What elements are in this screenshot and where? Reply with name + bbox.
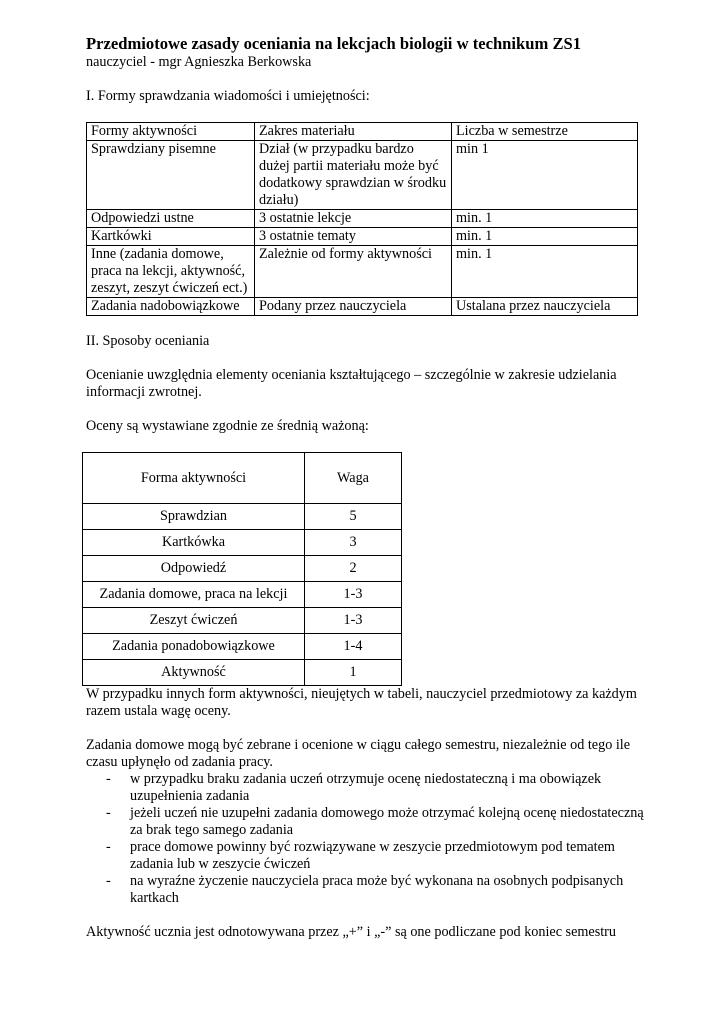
table-row: [87, 210, 638, 228]
table-row: [83, 530, 402, 556]
table-cell: Zeszyt ćwiczeń: [83, 608, 305, 634]
table-cell: Zadania domowe, praca na lekcji: [83, 582, 305, 608]
table-cell: Zadania nadobowiązkowe: [87, 298, 255, 316]
table-cell: min 1: [452, 141, 638, 210]
table-cell: min. 1: [452, 210, 638, 228]
table-cell: 5: [305, 504, 402, 530]
document-title: Przedmiotowe zasady oceniania na lekcjach biologii w technikum ZS1: [86, 34, 582, 53]
document-page: [86, 34, 646, 941]
table-header-cell: Waga: [305, 453, 402, 504]
paragraph: W przypadku innych form aktywności, nieujętych w tabeli, nauczyciel przedmiotowy za każdym razem ustala wagę oceny.: [86, 686, 637, 719]
author-line: nauczyciel - mgr Agnieszka Berkowska: [86, 54, 312, 70]
paragraph: Aktywność ucznia jest odnotowywana przez „+” i „-” są one podliczane pod koniec semestru: [86, 924, 616, 940]
table-row: [83, 504, 402, 530]
table-row: [83, 660, 402, 686]
table-cell: min. 1: [452, 228, 638, 246]
list-item: - prace domowe powinny być rozwiązywane w zeszycie przedmiotowym pod tematem zadania lub w zeszycie ćwiczeń: [130, 839, 646, 873]
table-header-row: [87, 123, 638, 141]
table-cell: Kartkówka: [83, 530, 305, 556]
table-cell: 2: [305, 556, 402, 582]
table-header-cell: Zakres materiału: [255, 123, 452, 141]
homework-rules-list: [86, 771, 646, 907]
table-row: [83, 634, 402, 660]
table-header-row: [83, 453, 402, 504]
list-item: - jeżeli uczeń nie uzupełni zadania domowego może otrzymać kolejną ocenę niedostateczną za brak tego samego zadania: [130, 805, 646, 839]
table-cell: Zadania ponadobowiązkowe: [83, 634, 305, 660]
table-cell: Ustalana przez nauczyciela: [452, 298, 638, 316]
table-cell: 1-4: [305, 634, 402, 660]
table-cell: Podany przez nauczyciela: [255, 298, 452, 316]
table-cell: Inne (zadania domowe, praca na lekcji, aktywność, zeszyt, zeszyt ćwiczeń ect.): [87, 246, 255, 298]
list-item: - na wyraźne życzenie nauczyciela praca może być wykonana na osobnych podpisanych kartkach: [130, 873, 646, 907]
table-cell: Aktywność: [83, 660, 305, 686]
list-item: - w przypadku braku zadania uczeń otrzymuje ocenę niedostateczną i ma obowiązek uzupełnienia zadania: [130, 771, 646, 805]
table-cell: min. 1: [452, 246, 638, 298]
table-header-cell: Liczba w semestrze: [452, 123, 638, 141]
table-cell: Dział (w przypadku bardzo dużej partii materiału może być dodatkowy sprawdzian w środku działu): [255, 141, 452, 210]
table-row: [87, 246, 638, 298]
table-cell: Zależnie od formy aktywności: [255, 246, 452, 298]
section2-heading: II. Sposoby oceniania: [86, 333, 210, 349]
table-row: [87, 298, 638, 316]
paragraph: Zadania domowe mogą być zebrane i ocenione w ciągu całego semestru, niezależnie od tego ile czasu upłynęło od zadania pracy.: [86, 737, 631, 770]
weights-table: [82, 452, 402, 686]
table-row: [83, 608, 402, 634]
table-cell: 1-3: [305, 582, 402, 608]
table-cell: 1-3: [305, 608, 402, 634]
section1-heading: I. Formy sprawdzania wiadomości i umiejętności:: [86, 88, 370, 104]
table-cell: 3 ostatnie lekcje: [255, 210, 452, 228]
table-cell: Sprawdziany pisemne: [87, 141, 255, 210]
activity-forms-table: [86, 122, 638, 316]
table-row: [87, 141, 638, 210]
table-cell: 3 ostatnie tematy: [255, 228, 452, 246]
table-row: [83, 582, 402, 608]
table-cell: Sprawdzian: [83, 504, 305, 530]
table-cell: Odpowiedzi ustne: [87, 210, 255, 228]
paragraph: Oceny są wystawiane zgodnie ze średnią ważoną:: [86, 418, 369, 434]
table-row: [83, 556, 402, 582]
table-cell: Kartkówki: [87, 228, 255, 246]
table-header-cell: Formy aktywności: [87, 123, 255, 141]
table-cell: 1: [305, 660, 402, 686]
table-header-cell: Forma aktywności: [83, 453, 305, 504]
table-cell: Odpowiedź: [83, 556, 305, 582]
table-row: [87, 228, 638, 246]
table-cell: 3: [305, 530, 402, 556]
paragraph: Ocenianie uwzględnia elementy oceniania kształtującego – szczególnie w zakresie udzielania informacji zwrotnej.: [86, 367, 617, 400]
